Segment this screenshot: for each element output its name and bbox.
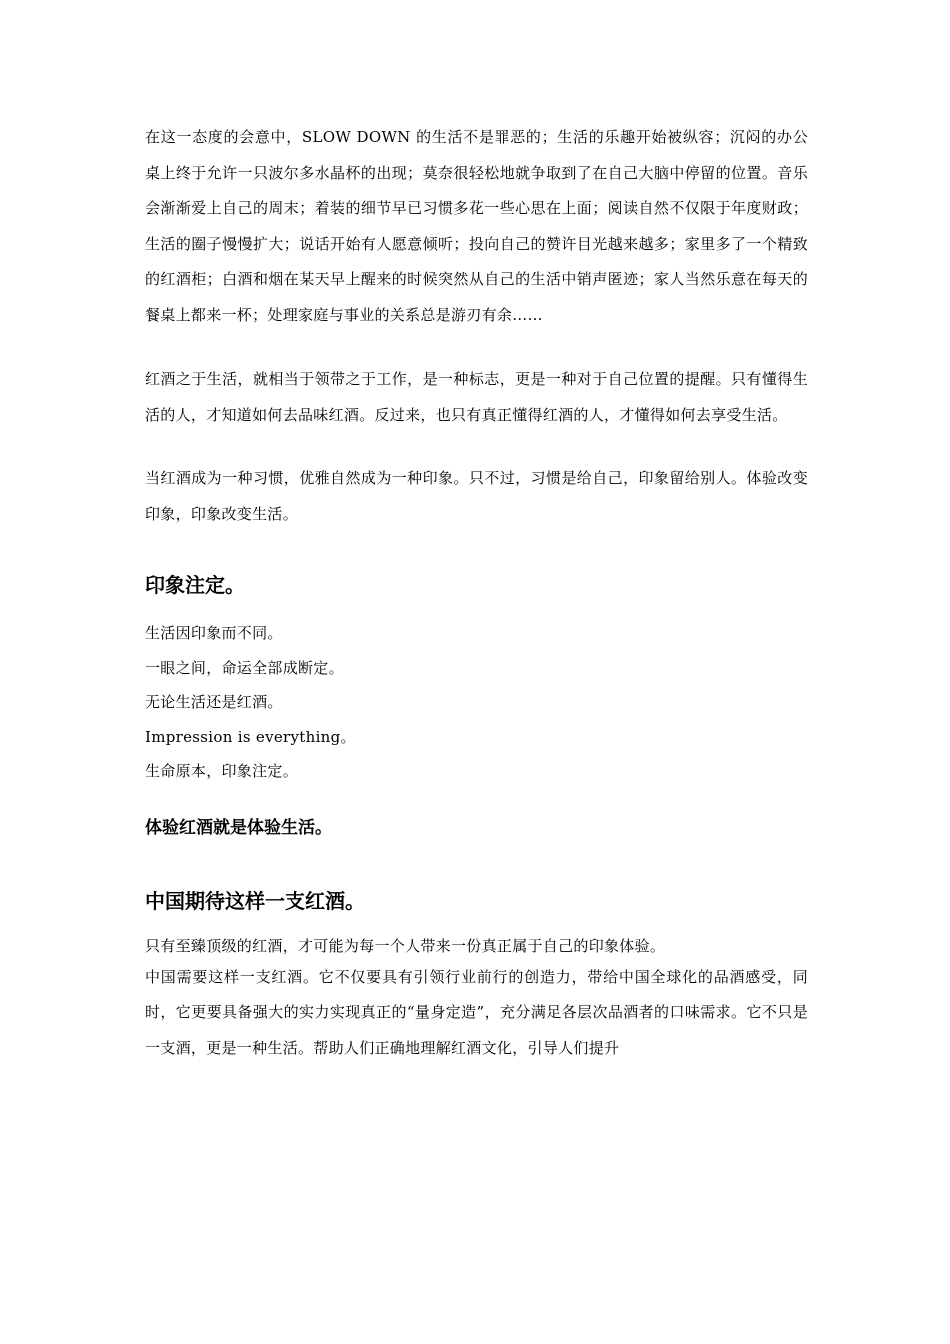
- impression-lines: [145, 616, 808, 789]
- impression-line: Impression is everything。: [145, 727, 356, 746]
- section-intro: 只有至臻顶级的红酒，才可能为每一个人带来一份真正属于自己的印象体验。: [145, 936, 666, 955]
- paragraph-china-needs: 中国需要这样一支红酒。它不仅要具有引领行业前行的创造力，带给中国全球化的品酒感受，同时，它更要具备强大的实力实现真正的“量身定造”，充分满足各层次品酒者的口味需求。它不只是一支酒，更是一种生活。帮助人们正确地理解红酒文化，引导人们提升: [145, 967, 808, 1057]
- impression-line: 无论生活还是红酒。: [145, 693, 283, 711]
- section-heading-impression: 印象注定。: [145, 573, 245, 597]
- section-heading-china: 中国期待这样一支红酒。: [145, 888, 365, 913]
- impression-line: 生活因印象而不同。: [145, 624, 283, 642]
- impression-line: 生命原本，印象注定。: [145, 762, 299, 780]
- paragraph-wine-and-life: 红酒之于生活，就相当于领带之于工作，是一种标志，更是一种对于自己位置的提醒。只有懂得生活的人，才知道如何去品味红酒。反过来，也只有真正懂得红酒的人，才懂得如何去享受生活。: [145, 370, 808, 424]
- tagline-heading: 体验红酒就是体验生活。: [145, 817, 332, 838]
- paragraph-habit-impression: 当红酒成为一种习惯，优雅自然成为一种印象。只不过，习惯是给自己，印象留给别人。体验改变印象，印象改变生活。: [145, 469, 808, 523]
- impression-line: 一眼之间，命运全部成断定。: [145, 658, 344, 677]
- document-page: [145, 120, 808, 1066]
- paragraph-slow-down: 在这一态度的会意中，SLOW DOWN 的生活不是罪恶的；生活的乐趣开始被纵容；沉闷的办公桌上终于允许一只波尔多水晶杯的出现；莫奈很轻松地就争取到了在自己大脑中停留的位置。音乐会渐渐爱上自己的周末；着装的细节早已习惯多花一些心思在上面；阅读自然不仅限于年度财政；生活的圈子慢慢扩大；说话开始有人愿意倾听；投向自己的赞许目光越来越多；家里多了一个精致的红酒柜；白酒和烟在某天早上醒来的时候突然从自己的生活中销声匿迹；家人当然乐意在每天的餐桌上都来一杯；处理家庭与事业的关系总是游刃有余……: [145, 128, 808, 324]
